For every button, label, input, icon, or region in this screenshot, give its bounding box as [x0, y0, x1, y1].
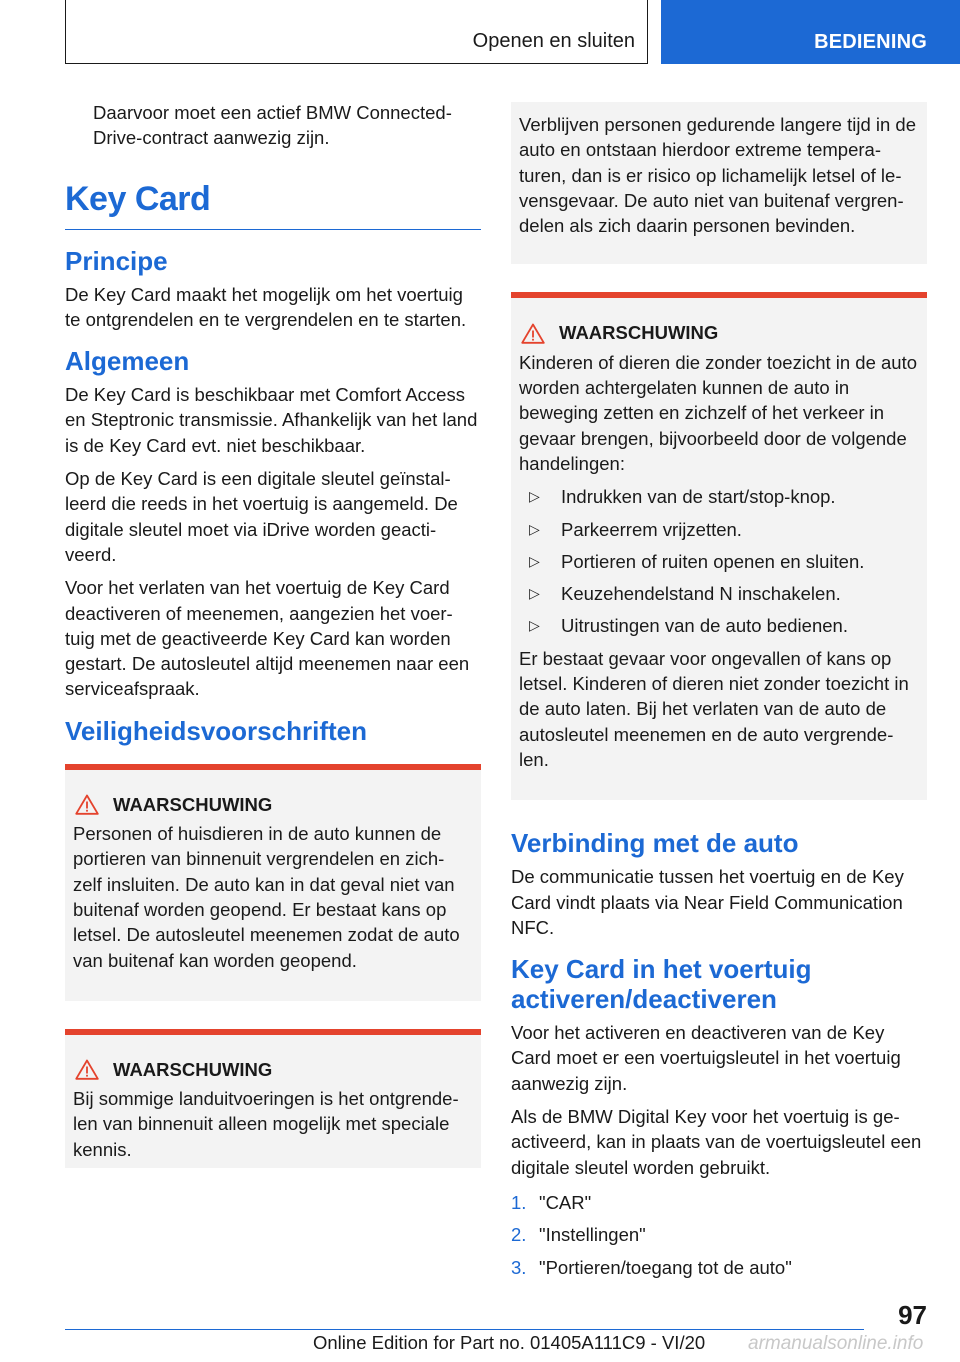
step-text: "Portieren/toegang tot de auto" — [539, 1256, 792, 1278]
activeren-heading: Key Card in het voertuig activeren/deactiveren — [511, 954, 812, 1015]
algemeen-paragraph: De Key Card is beschikbaar met Comfort Access en Steptronic transmissie. Afhankelijk van het land is de Key Card evt. niet beschikbaar. — [65, 384, 478, 456]
warning-triangle-icon — [73, 1059, 113, 1080]
warning-title — [73, 792, 473, 817]
warning-intro: Kinderen of dieren die zonder toezicht in de auto worden achtergelaten kunnen de auto in beweging zetten en zichzelf of het verkeer in gevaar brengen, bijvoorbeeld door de volgende handelingen: — [519, 351, 918, 474]
step-text: "CAR" — [539, 1191, 592, 1213]
algemeen-paragraph: Op de Key Card is een digitale sleutel geïnstal-leerd die reeds in het voertuig is aangemeld. De digitale sleutel moet via iDrive worden geacti-veerd. — [65, 468, 458, 565]
header-chapter-title: BEDIENING — [814, 31, 927, 53]
warning-title-text: WAARSCHUWING — [113, 793, 273, 815]
veiligheid-heading: Veiligheidsvoorschriften — [65, 715, 367, 746]
left-column — [65, 100, 481, 1168]
triangle-bullet-icon: ▷ — [529, 488, 540, 505]
warning-continued-text: Verblijven personen gedurende langere tijd in de auto en ontstaan hierdoor extreme tempera-turen, dan is er risico op lichamelijk letsel of le-vensgevaar. De auto niet van buitenaf vergren-delen als zich daarin personen bevinden. — [519, 114, 917, 237]
header-chapter-box — [661, 0, 960, 64]
warning-box — [65, 1029, 481, 1168]
principe-text: De Key Card maakt het mogelijk om het voertuig te ontgrendelen en te vergrendelen en te starten. — [65, 283, 467, 330]
footer-edition-text: Online Edition for Part no. 01405A111C9 - VI/20 — [313, 1332, 706, 1353]
verbinding-text: De communicatie tussen het voertuig en de Key Card vindt plaats via Near Field Communication NFC. — [511, 866, 904, 938]
right-column — [511, 100, 927, 1287]
warning-title-text: WAARSCHUWING — [113, 1058, 273, 1080]
step-text: "Instellingen" — [539, 1224, 646, 1246]
warning-box — [65, 764, 481, 1001]
list-item — [511, 1255, 927, 1280]
list-item: ▷ Uitrustingen van de auto bedienen. — [519, 613, 919, 638]
step-number: 3. — [511, 1256, 527, 1278]
triangle-bullet-icon: ▷ — [529, 585, 540, 602]
warning-action-list — [519, 484, 919, 638]
list-item — [511, 1190, 927, 1215]
warning-text: Personen of huisdieren in de auto kunnen de portieren van binnenuit vergrendelen en zich-zelf insluiten. De auto kan in dat geval niet van buitenaf worden geopend. Er bestaat kans op letsel. De autosleutel meenemen zodat de auto van buitenaf kan worden geopend. — [73, 823, 460, 971]
warning-continued-box — [511, 102, 927, 264]
page-title: Key Card — [65, 179, 481, 230]
algemeen-paragraph: Voor het verlaten van het voertuig de Key Card deactiveren of meenemen, aangezien het voer-tuig met de geactiveerde Key Card kan worden gestart. De autosleutel altijd meenemen naar een serviceafspraak. — [65, 577, 470, 700]
verbinding-heading: Verbinding met de auto — [511, 828, 799, 859]
warning-triangle-icon — [73, 794, 113, 815]
steps-list — [511, 1190, 927, 1280]
footer-divider — [65, 1329, 864, 1330]
header-section-title: Openen en sluiten — [472, 30, 635, 52]
watermark: armanualsonline.info — [748, 1333, 924, 1354]
warning-title — [73, 1057, 473, 1082]
page-number: 97 — [898, 1300, 927, 1330]
list-item: ▷ Portieren of ruiten openen en sluiten. — [519, 549, 919, 574]
activeren-paragraph: Voor het activeren en deactiveren van de Key Card moet er een voertuigsleutel in het voertuig aanwezig zijn. — [511, 1022, 901, 1094]
warning-outro: Er bestaat gevaar voor ongevallen of kans op letsel. Kinderen of dieren niet zonder toezicht in de auto laten. Bij het verlaten van de auto de autosleutel meenemen en de auto vergrende-len. — [519, 647, 909, 770]
warning-box — [511, 292, 927, 800]
warning-title — [519, 320, 919, 345]
triangle-bullet-icon: ▷ — [529, 552, 540, 569]
algemeen-heading: Algemeen — [65, 346, 190, 377]
warning-triangle-icon — [519, 323, 559, 344]
list-item — [511, 1222, 927, 1247]
step-number: 2. — [511, 1224, 527, 1246]
list-item: ▷ Indrukken van de start/stop-knop. — [519, 484, 919, 509]
principe-heading: Principe — [65, 245, 168, 276]
header-section-box — [65, 0, 648, 64]
triangle-bullet-icon: ▷ — [529, 617, 540, 634]
step-number: 1. — [511, 1191, 527, 1213]
list-item: ▷ Parkeerrem vrijzetten. — [519, 517, 919, 542]
intro-text: Daarvoor moet een actief BMW Connected-Drive-contract aanwezig zijn. — [93, 102, 452, 149]
activeren-paragraph: Als de BMW Digital Key voor het voertuig is ge-activeerd, kan in plaats van de voertuigsleutel een digitale sleutel worden gebruikt. — [511, 1106, 922, 1178]
warning-title-text: WAARSCHUWING — [559, 322, 719, 344]
warning-text: Bij sommige landuitvoeringen is het ontgrende-len van binnenuit alleen mogelijk met speciale kennis. — [73, 1088, 459, 1160]
list-item: ▷ Keuzehendelstand N inschakelen. — [519, 581, 919, 606]
triangle-bullet-icon: ▷ — [529, 520, 540, 537]
